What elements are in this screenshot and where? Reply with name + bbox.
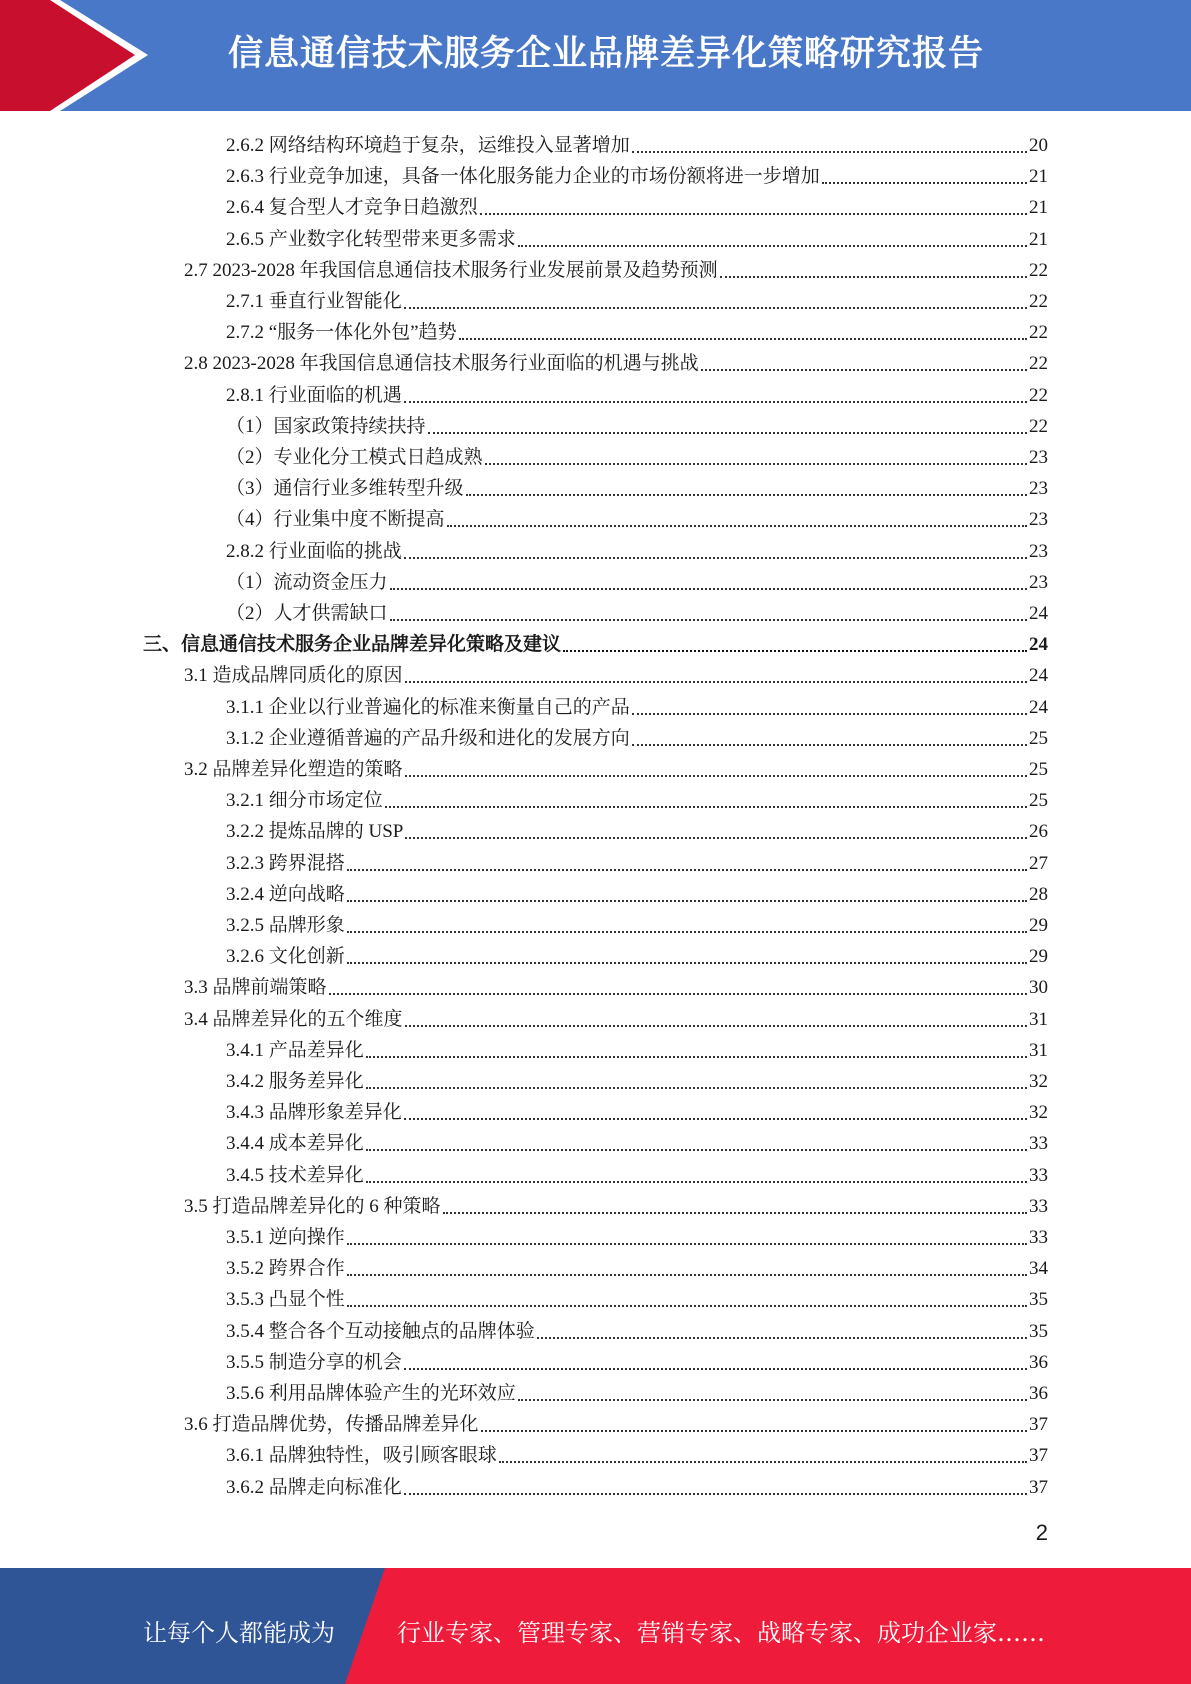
toc-dot-leader xyxy=(537,1337,1027,1339)
page-header xyxy=(0,0,1191,111)
toc-entry-title: 2.8 2023-2028 年我国信息通信技术服务行业面临的机遇与挑战 xyxy=(184,353,699,375)
toc-dot-leader xyxy=(485,463,1027,465)
toc-entry-title: 3.5.5 制造分享的机会 xyxy=(226,1351,402,1373)
toc-entry-title: 3.2.6 文化创新 xyxy=(226,946,345,968)
toc-entry-title: 3.3 品牌前端策略 xyxy=(184,977,327,999)
toc-dot-leader xyxy=(404,307,1027,309)
toc-dot-leader xyxy=(390,619,1027,621)
toc-entry-page: 32 xyxy=(1029,1102,1048,1124)
toc-entry[interactable] xyxy=(184,969,1048,1000)
toc-entry-title: 3.5.1 逆向操作 xyxy=(226,1227,345,1248)
toc-entry-page: 23 xyxy=(1029,540,1048,562)
toc-entry-page: 36 xyxy=(1029,1351,1048,1373)
toc-entry-title: 3.4.1 产品差异化 xyxy=(226,1039,364,1061)
toc-entry[interactable] xyxy=(184,751,1048,782)
toc-entry[interactable] xyxy=(226,1250,1048,1281)
toc-entry-page: 25 xyxy=(1029,790,1048,812)
toc-entry[interactable] xyxy=(226,1219,1048,1250)
toc-entry-title: 3.4.4 成本差异化 xyxy=(226,1133,364,1155)
toc-entry-page: 22 xyxy=(1029,291,1048,312)
toc-dot-leader xyxy=(632,151,1027,153)
toc-entry[interactable] xyxy=(226,377,1048,408)
toc-entry[interactable] xyxy=(143,626,1048,657)
toc-entry-page: 33 xyxy=(1029,1195,1048,1217)
toc-entry[interactable] xyxy=(184,1406,1048,1437)
toc-entry-page: 23 xyxy=(1029,478,1048,500)
toc-entry[interactable] xyxy=(226,470,1048,501)
toc-entry[interactable] xyxy=(226,221,1048,252)
toc-entry-page: 26 xyxy=(1029,821,1048,843)
toc-entry[interactable] xyxy=(226,439,1048,470)
toc-entry[interactable] xyxy=(226,283,1048,314)
toc-entry-page: 35 xyxy=(1029,1320,1048,1342)
toc-dot-leader xyxy=(385,806,1027,808)
toc-entry-title: 3.5.4 整合各个互动接触点的品牌体验 xyxy=(226,1320,535,1342)
toc-entry-page: 35 xyxy=(1029,1289,1048,1311)
toc-dot-leader xyxy=(632,744,1027,746)
toc-entry[interactable] xyxy=(226,314,1048,345)
toc-entry-page: 32 xyxy=(1029,1071,1048,1092)
toc-entry-page: 37 xyxy=(1029,1414,1048,1436)
toc-entry-title: 3.5.3 凸显个性 xyxy=(226,1289,345,1311)
toc-entry-title: 3.6.2 品牌走向标准化 xyxy=(226,1476,402,1498)
toc-entry-page: 21 xyxy=(1029,197,1048,219)
toc-dot-leader xyxy=(366,1181,1027,1183)
toc-entry-page: 23 xyxy=(1029,447,1048,468)
toc-entry-title: 3.6.1 品牌独特性，吸引顾客眼球 xyxy=(226,1445,497,1467)
toc-entry[interactable] xyxy=(184,1188,1048,1219)
toc-entry-title: 2.6.4 复合型人才竞争日趋激烈 xyxy=(226,197,478,219)
toc-entry-title: 3.2 品牌差异化塑造的策略 xyxy=(184,759,403,780)
toc-entry-title: 3.5.2 跨界合作 xyxy=(226,1258,345,1280)
toc-dot-leader xyxy=(366,1087,1027,1089)
toc-entry-page: 29 xyxy=(1029,915,1048,936)
toc-entry-page: 31 xyxy=(1029,1008,1048,1030)
toc-entry-page: 23 xyxy=(1029,571,1048,593)
toc-entry[interactable] xyxy=(226,845,1048,876)
toc-entry-page: 27 xyxy=(1029,852,1048,874)
toc-dot-leader xyxy=(347,962,1027,964)
toc-dot-leader xyxy=(405,775,1027,777)
toc-entry-title: 3.4 品牌差异化的五个维度 xyxy=(184,1008,403,1030)
toc-entry-title: 3.4.2 服务差异化 xyxy=(226,1071,364,1092)
toc-entry-title: 3.2.3 跨界混搭 xyxy=(226,852,345,874)
toc-entry[interactable] xyxy=(226,782,1048,813)
toc-entry[interactable] xyxy=(226,1437,1048,1468)
toc-dot-leader xyxy=(366,1149,1027,1151)
toc-entry[interactable] xyxy=(226,907,1048,938)
toc-entry[interactable] xyxy=(226,1313,1048,1344)
toc-dot-leader xyxy=(404,1118,1027,1120)
toc-entry-page: 25 xyxy=(1029,759,1048,780)
toc-dot-leader xyxy=(404,401,1027,403)
footer-slogan-left: 让每个人都能成为 xyxy=(143,1619,335,1647)
toc-dot-leader xyxy=(443,1212,1027,1214)
toc-entry-title: 3.1.1 企业以行业普遍化的标准来衡量自己的产品 xyxy=(226,696,630,718)
toc-entry-page: 28 xyxy=(1029,883,1048,905)
toc-entry-title: 2.6.5 产业数字化转型带来更多需求 xyxy=(226,228,516,250)
toc-dot-leader xyxy=(518,245,1027,247)
toc-entry-page: 31 xyxy=(1029,1039,1048,1061)
toc-entry-page: 20 xyxy=(1029,135,1048,156)
toc-entry[interactable] xyxy=(226,501,1048,532)
toc-entry-page: 21 xyxy=(1029,228,1048,250)
toc-entry-title: 2.6.2 网络结构环境趋于复杂，运维投入显著增加 xyxy=(226,135,630,156)
report-title: 信息通信技术服务企业品牌差异化策略研究报告 xyxy=(228,34,985,74)
toc-entry-title: 3.4.3 品牌形象差异化 xyxy=(226,1102,402,1124)
toc-entry-page: 24 xyxy=(1029,603,1048,624)
toc-entry-title: （2）人才供需缺口 xyxy=(226,603,388,624)
toc-entry-page: 22 xyxy=(1029,353,1048,375)
toc-entry-page: 22 xyxy=(1029,415,1048,437)
toc-entry-page: 24 xyxy=(1029,665,1048,687)
toc-entry[interactable] xyxy=(226,720,1048,751)
toc-dot-leader xyxy=(481,1430,1027,1432)
toc-dot-leader xyxy=(366,1056,1027,1058)
toc-entry-page: 37 xyxy=(1029,1476,1048,1498)
toc-dot-leader xyxy=(404,1368,1027,1370)
toc-entry-title: （2）专业化分工模式日趋成熟 xyxy=(226,447,483,468)
toc-entry-title: 2.6.3 行业竞争加速，具备一体化服务能力企业的市场份额将进一步增加 xyxy=(226,166,820,188)
toc-entry[interactable] xyxy=(226,1344,1048,1375)
toc-entry-title: 2.7.2 “服务一体化外包”趋势 xyxy=(226,322,457,344)
toc-entry-title: （3）通信行业多维转型升级 xyxy=(226,478,464,500)
toc-entry-title: 3.1.2 企业遵循普遍的产品升级和进化的发展方向 xyxy=(226,727,630,749)
toc-entry[interactable] xyxy=(184,345,1048,376)
toc-entry-title: 3.5 打造品牌差异化的 6 种策略 xyxy=(184,1195,441,1217)
toc-entry[interactable] xyxy=(226,876,1048,907)
toc-entry-title: 3.6 打造品牌优势，传播品牌差异化 xyxy=(184,1414,479,1436)
toc-entry-page: 33 xyxy=(1029,1227,1048,1248)
toc-dot-leader xyxy=(632,713,1027,715)
toc-entry-page: 24 xyxy=(1029,634,1048,656)
toc-dot-leader xyxy=(563,650,1027,652)
toc-entry-title: 2.8.1 行业面临的机遇 xyxy=(226,384,402,406)
toc-entry-page: 36 xyxy=(1029,1383,1048,1404)
toc-dot-leader xyxy=(404,1493,1027,1495)
footer-slogan-right: 行业专家、管理专家、营销专家、战略专家、成功企业家…… xyxy=(397,1619,1045,1647)
toc-dot-leader xyxy=(405,681,1027,683)
toc-entry-title: （1）流动资金压力 xyxy=(226,571,388,593)
toc-entry-title: 3.2.2 提炼品牌的 USP xyxy=(226,821,404,843)
toc-entry-title: 2.7 2023-2028 年我国信息通信技术服务行业发展前景及趋势预测 xyxy=(184,259,718,281)
toc-entry[interactable] xyxy=(226,1094,1048,1125)
toc-entry-page: 25 xyxy=(1029,727,1048,749)
toc-entry-title: 3.2.1 细分市场定位 xyxy=(226,790,383,812)
toc-entry[interactable] xyxy=(184,657,1048,688)
toc-dot-leader xyxy=(347,869,1027,871)
toc-dot-leader xyxy=(347,1243,1027,1245)
toc-entry-title: 3.5.6 利用品牌体验产生的光环效应 xyxy=(226,1383,516,1404)
toc-entry[interactable] xyxy=(226,1157,1048,1188)
toc-entry[interactable] xyxy=(226,564,1048,595)
toc-dot-leader xyxy=(428,432,1027,434)
toc-dot-leader xyxy=(701,369,1027,371)
toc-dot-leader xyxy=(347,900,1027,902)
toc-entry[interactable] xyxy=(226,938,1048,969)
toc-entry[interactable] xyxy=(226,1125,1048,1156)
red-chevron-icon xyxy=(0,0,160,111)
toc-entry-page: 30 xyxy=(1029,977,1048,999)
toc-entry-page: 33 xyxy=(1029,1133,1048,1155)
toc-dot-leader xyxy=(499,1461,1027,1463)
toc-entry[interactable] xyxy=(184,252,1048,283)
toc-dot-leader xyxy=(405,837,1027,839)
toc-dot-leader xyxy=(480,213,1027,215)
toc-entry-page: 33 xyxy=(1029,1164,1048,1186)
toc-dot-leader xyxy=(447,525,1027,527)
toc-entry-title: 3.4.5 技术差异化 xyxy=(226,1164,364,1186)
toc-dot-leader xyxy=(347,1274,1027,1276)
toc-dot-leader xyxy=(822,182,1027,184)
toc-entry-page: 22 xyxy=(1029,322,1048,344)
toc-entry-title: 3.1 造成品牌同质化的原因 xyxy=(184,665,403,687)
toc-dot-leader xyxy=(720,276,1027,278)
toc-entry[interactable] xyxy=(226,158,1048,189)
toc-dot-leader xyxy=(518,1399,1027,1401)
toc-entry[interactable] xyxy=(184,1001,1048,1032)
toc-entry-page: 21 xyxy=(1029,166,1048,188)
toc-entry[interactable] xyxy=(226,689,1048,720)
toc-entry[interactable] xyxy=(226,127,1048,158)
toc-dot-leader xyxy=(390,588,1027,590)
toc-dot-leader xyxy=(459,338,1027,340)
toc-entry-page: 29 xyxy=(1029,946,1048,968)
toc-dot-leader xyxy=(404,557,1027,559)
toc-entry[interactable] xyxy=(226,595,1048,626)
toc-dot-leader xyxy=(466,494,1027,496)
toc-entry[interactable] xyxy=(226,813,1048,844)
toc-entry-title: 3.2.4 逆向战略 xyxy=(226,883,345,905)
toc-entry-title: 三、信息通信技术服务企业品牌差异化策略及建议 xyxy=(143,634,562,656)
toc-entry-title: 2.7.1 垂直行业智能化 xyxy=(226,291,402,312)
toc-entry-title: 2.8.2 行业面临的挑战 xyxy=(226,540,402,562)
toc-entry-page: 24 xyxy=(1029,696,1048,718)
toc-entry-page: 23 xyxy=(1029,509,1048,531)
toc-entry[interactable] xyxy=(226,1375,1048,1406)
toc-entry-title: （1）国家政策持续扶持 xyxy=(226,415,426,437)
toc-entry-page: 34 xyxy=(1029,1258,1048,1280)
toc-dot-leader xyxy=(405,1025,1027,1027)
toc-entry[interactable] xyxy=(226,1281,1048,1312)
toc-entry[interactable] xyxy=(226,1469,1048,1500)
toc-entry[interactable] xyxy=(226,1032,1048,1063)
page-footer xyxy=(0,1568,1191,1684)
toc-dot-leader xyxy=(329,993,1027,995)
toc-entry[interactable] xyxy=(226,1063,1048,1094)
toc-entry-title: 3.2.5 品牌形象 xyxy=(226,915,345,936)
toc-entry-page: 37 xyxy=(1029,1445,1048,1467)
toc-entry-page: 22 xyxy=(1029,259,1048,281)
toc-dot-leader xyxy=(347,1305,1027,1307)
toc-entry-title: （4）行业集中度不断提高 xyxy=(226,509,445,531)
toc-dot-leader xyxy=(347,931,1027,933)
toc-entry[interactable] xyxy=(226,533,1048,564)
toc-entry-page: 22 xyxy=(1029,384,1048,406)
toc-entry[interactable] xyxy=(226,189,1048,220)
page-number: 2 xyxy=(1035,1520,1048,1545)
toc-entry[interactable] xyxy=(226,408,1048,439)
